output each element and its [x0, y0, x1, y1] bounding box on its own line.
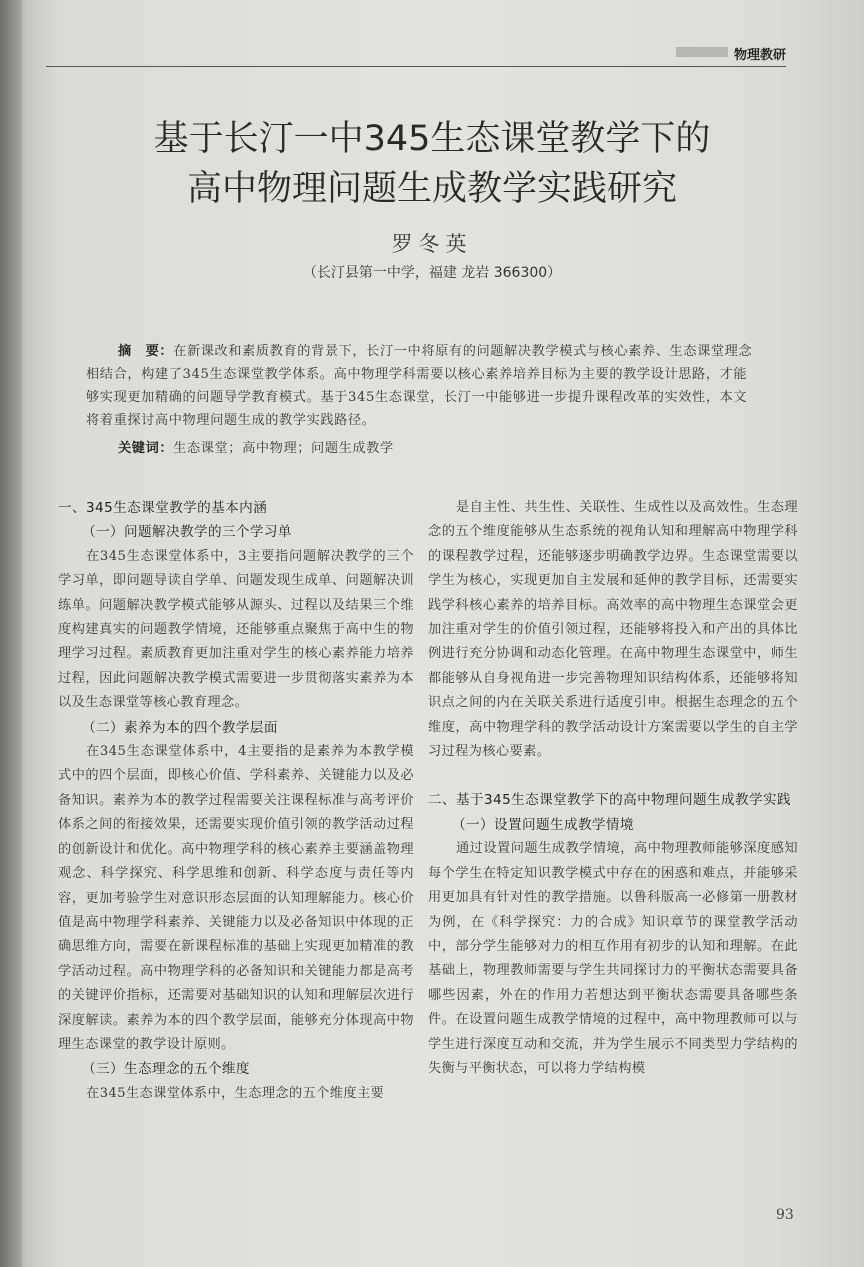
title-line-2: 高中物理问题生成教学实践研究 — [186, 169, 677, 209]
section-heading-2: 二、基于345生态课堂教学下的高中物理问题生成教学实践 — [428, 792, 791, 809]
paragraph: 在345生态课堂体系中，3主要指问题解决教学的三个学习单，即问题导读自学单、问题发现生成单、问题解决训练单。问题解决教学模式能够从源头、过程以及结果三个维度构建真实的问题教学情境，还能够重点聚焦于高中生的物理学习过程。素质教育更加注重对学生的核心素养能力培养过程，因此问题解决教学模式需要进一步贯彻落实素养为本以及生态课堂等核心教育理念。 — [58, 548, 414, 711]
keywords — [118, 437, 394, 456]
subsection-heading-2-1: （一）设置问题生成教学情境 — [452, 816, 634, 833]
page-number: 93 — [776, 1207, 794, 1223]
section-spacer — [428, 764, 798, 788]
subsection-heading-1-2: （二）素养为本的四个教学层面 — [82, 719, 278, 736]
right-column — [428, 496, 798, 1081]
page-binding-shadow — [0, 0, 22, 1267]
column-tag: 物理教研 — [734, 48, 787, 63]
header-tag-bar — [676, 47, 728, 57]
keywords-text: 生态课堂；高中物理；问题生成教学 — [173, 441, 394, 456]
author-name: 罗冬英 — [391, 232, 473, 256]
paragraph: 在345生态课堂体系中，4主要指的是素养为本教学模式中的四个层面，即核心价值、学科素养、关键能力以及必备知识。素养为本的教学过程需要关注课程标准与高考评价体系之间的衔接效果，还需要实现价值引领的教学活动过程的创新设计和优化。高中物理学科的核心素养主要涵盖物理观念、科学探究、科学思维和创新、科学态度与责任等内容，更加考验学生对意识形态层面的认知理解能力。核心价值是高中物理学科素养、关键能力以及必备知识中体现的正确思维方向，需要在新课程标准的基础上实现更加精准的教学活动过程。高中物理学科的必备知识和关键能力都是高考的关键评价指标，还需要对基础知识的认知和理解层次进行深度解读。素养为本的四个教学层面，能够充分体现高中物理生态课堂的教学设计原则。 — [58, 744, 414, 1052]
paragraph: 是自主性、共生性、关联性、生成性以及高效性。生态理念的五个维度能够从生态系统的视角认知和理解高中物理学科的课程教学过程，还能够逐步明确教学边界。生态课堂需要以学生为核心，实现更加自主发展和延伸的教学目标，还需要实践学科核心素养的培养目标。高效率的高中物理生态课堂会更加注重对学生的价值引领过程，还能够将投入和产出的具体比例进行充分协调和动态化管理。在高中物理生态课堂中，师生都能够从自身视角进一步完善物理知识结构体系，还能够将知识点之间的内在关联关系进行适度引申。根据生态理念的五个维度，高中物理学科的教学活动设计方案需要以学生的自主学习过程为核心要素。 — [428, 500, 798, 760]
author-affiliation: （长汀县第一中学，福建 龙岩 366300） — [302, 265, 562, 281]
abstract-label: 摘 要： — [118, 344, 174, 359]
keywords-label: 关键词： — [118, 441, 174, 456]
article-title — [40, 114, 824, 214]
header-rule — [46, 66, 786, 67]
paragraph: 通过设置问题生成教学情境，高中物理教师能够深度感知每个学生在特定知识教学模式中存在的困惑和难点，并能够采用更加具有针对性的教学措施。以鲁科版高一必修第一册教材为例，在《科学探究：力的合成》知识章节的课堂教学活动中，部分学生能够对力的相互作用有初步的认知和理解。在此基础上，物理教师需要与学生共同探讨力的平衡状态需要具备哪些因素，外在的作用力若想达到平衡状态需要具备哪些条件。在设置问题生成教学情境的过程中，高中物理教师可以与学生进行深度互动和交流，并为学生展示不同类型力学结构的失衡与平衡状态，可以将力学结构模 — [428, 841, 798, 1076]
abstract — [86, 340, 758, 432]
title-line-1: 基于长汀一中345生态课堂教学下的 — [153, 119, 711, 159]
left-column — [58, 496, 414, 1106]
subsection-heading-1-1: （一）问题解决教学的三个学习单 — [82, 524, 292, 541]
paragraph: 在345生态课堂体系中，生态理念的五个维度主要 — [86, 1085, 385, 1101]
section-heading-1: 一、345生态课堂教学的基本内涵 — [58, 500, 268, 516]
subsection-heading-1-3: （三）生态理念的五个维度 — [82, 1061, 250, 1078]
abstract-text: 在新课改和素质教育的背景下，长汀一中将原有的问题解决教学模式与核心素养、生态课堂理念相结合，构建了345生态课堂教学体系。高中物理学科需要以核心素养培养目标为主要的教学设计思路，才能够实现更加精确的问题导学教育模式。基于345生态课堂，长汀一中能够进一步提升课程改革的实效性，本文将着重探讨高中物理问题生成的教学实践路径。 — [86, 344, 753, 428]
